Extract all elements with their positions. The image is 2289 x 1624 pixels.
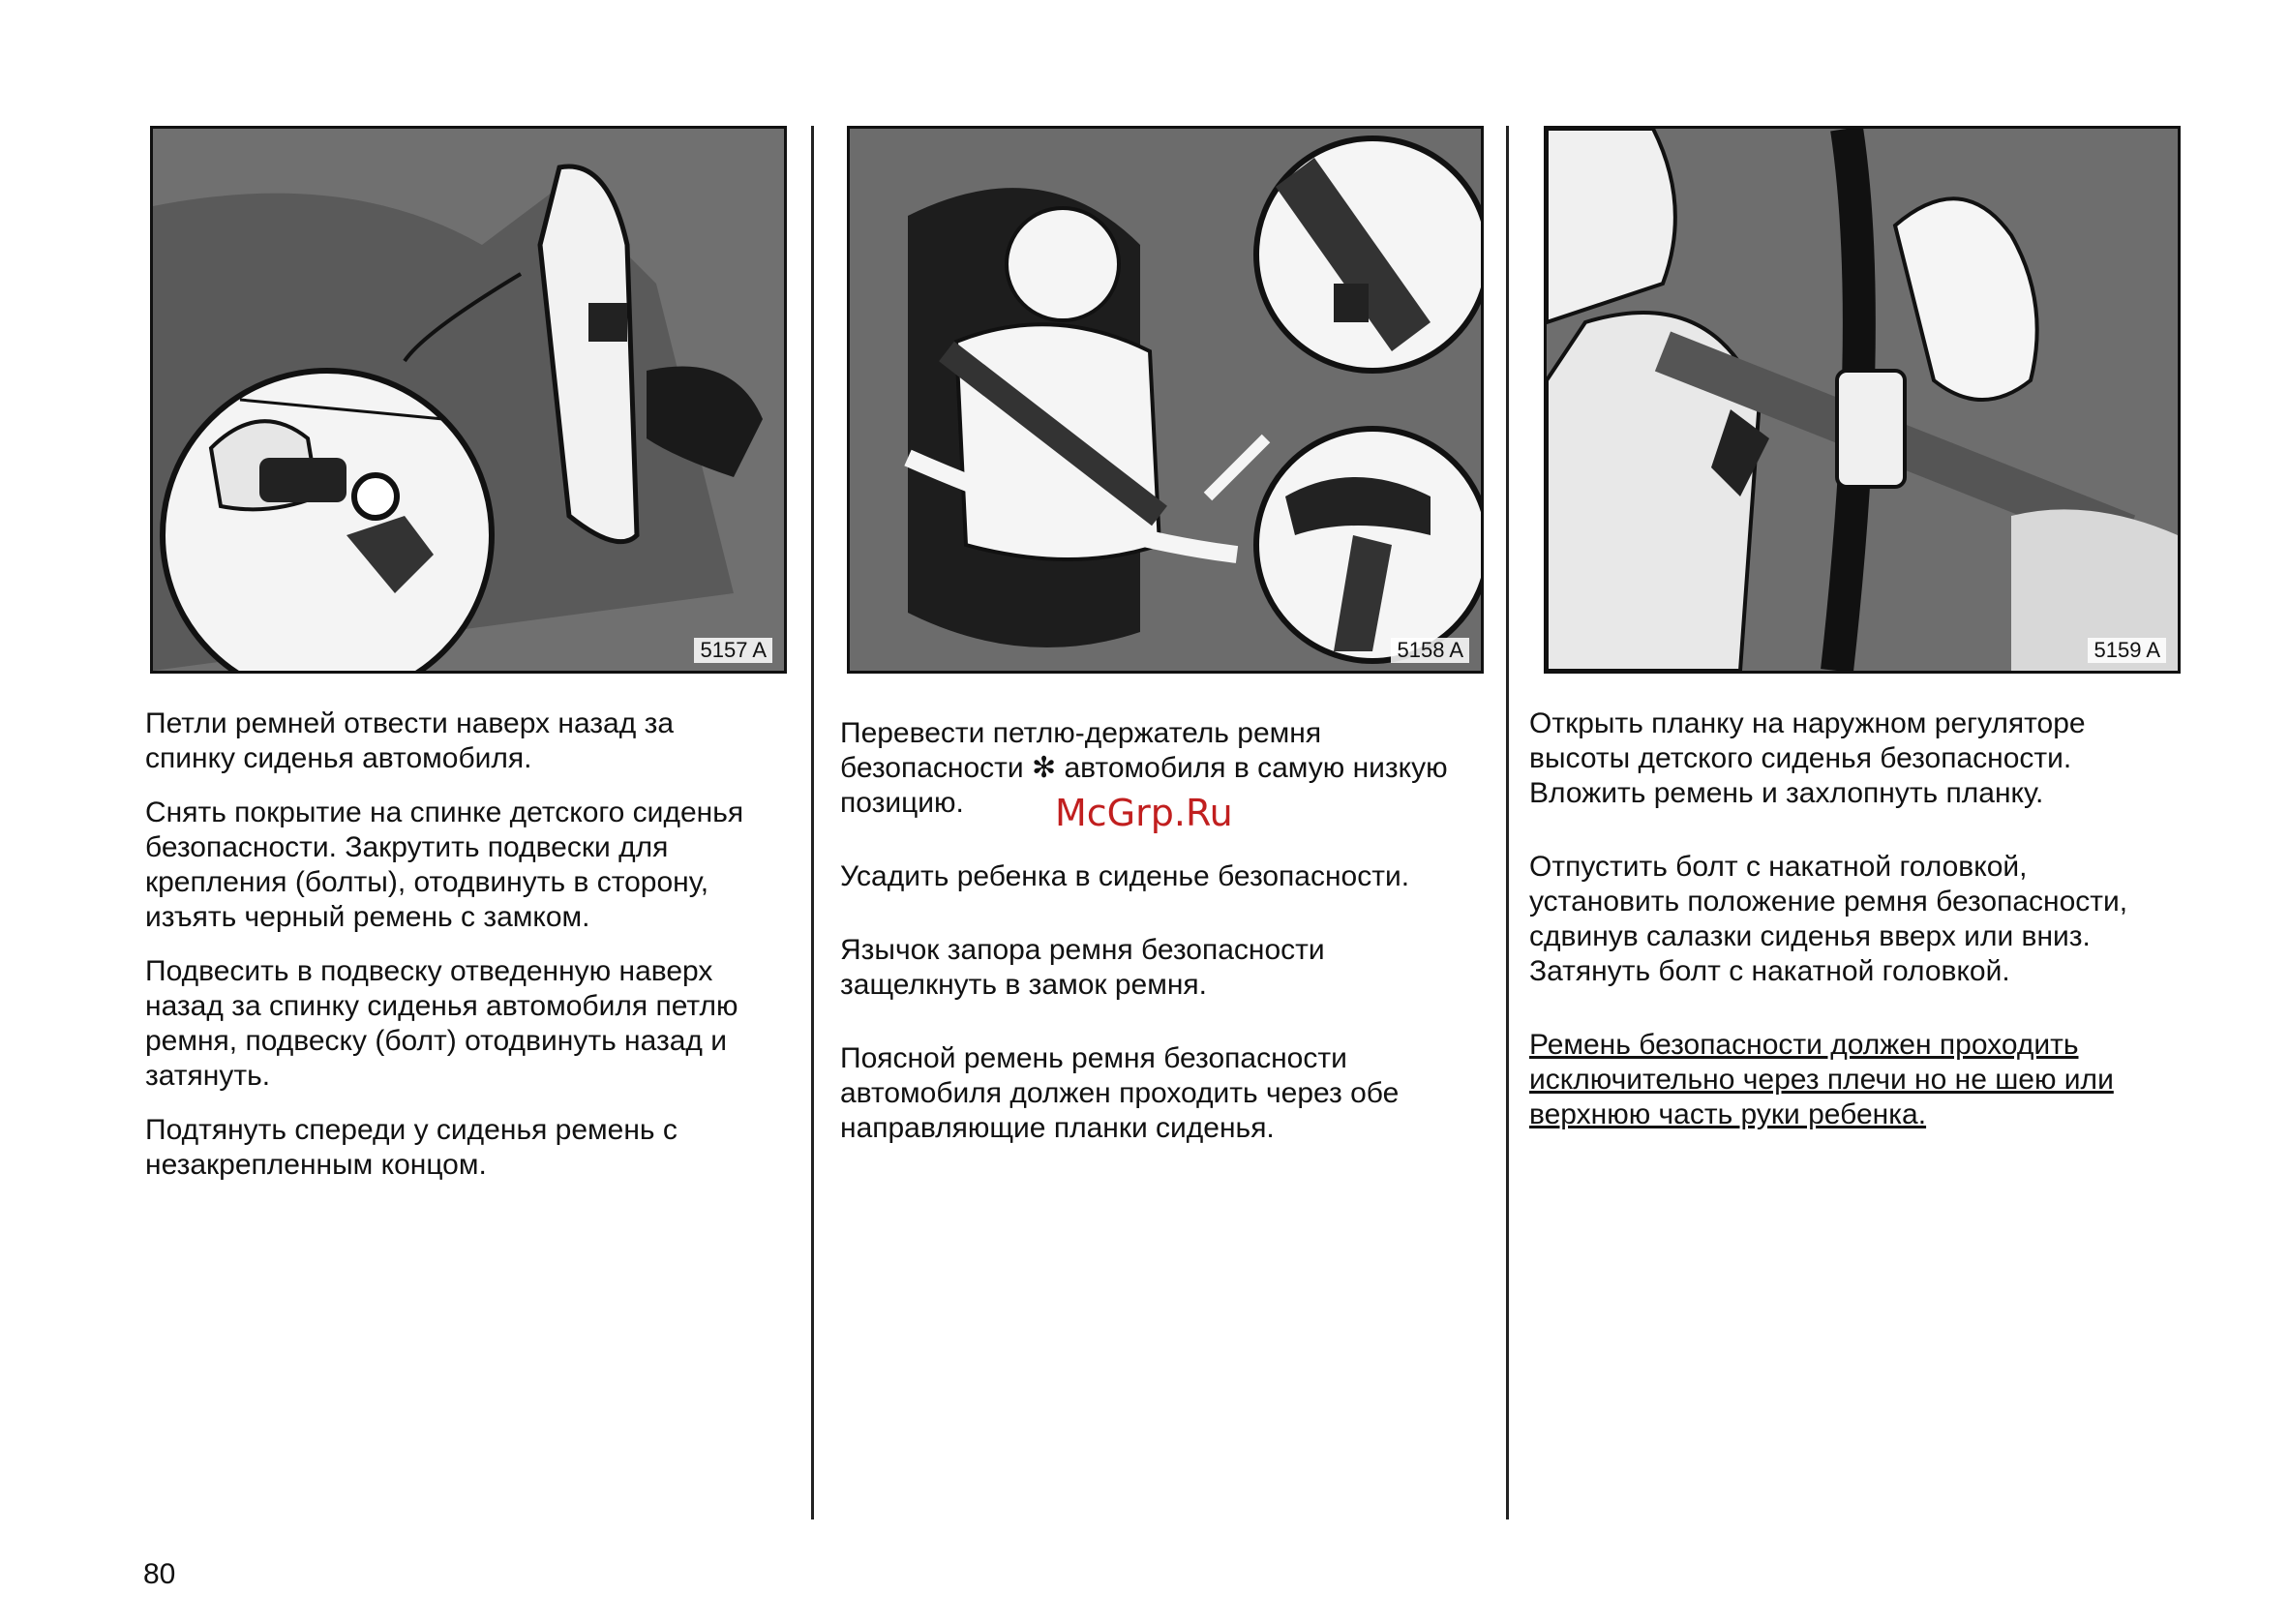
paragraph: Отпустить болт с накатной головкой, установить положение ремня безопасности, сдвинув салазки сиденья вверх или вниз. Затянуть болт с накатной головкой.	[1529, 851, 2128, 987]
column-divider-left	[811, 126, 814, 1519]
paragraph: Открыть планку на наружном регуляторе высоты детского сиденья безопасности. Вложить ремень и захлопнуть планку.	[1529, 707, 2086, 809]
paragraph: Поясной ремень ремня безопасности автомобиля должен проходить через обе направляющие планки сиденья.	[840, 1042, 1400, 1144]
paragraph: Перевести петлю-держатель ремня безопасности ✻ автомобиля в самую низкую позицию.	[840, 717, 1448, 819]
figure-code: 5158 A	[1391, 638, 1469, 663]
belt-adjuster-illustration	[1547, 129, 2178, 671]
child-in-seat-illustration	[850, 129, 1481, 671]
figure-code: 5159 A	[2088, 638, 2166, 663]
paragraph: Петли ремней отвести наверх назад за спинку сиденья автомобиля.	[145, 707, 675, 774]
figure-seat-bolt	[150, 126, 787, 674]
figure-code: 5157 A	[694, 638, 772, 663]
paragraph: Подвесить в подвеску отведенную наверх назад за спинку сиденья автомобиля петлю ремня, подвеску (болт) отодвинуть назад и затянуть.	[145, 955, 738, 1092]
column-divider-right	[1506, 126, 1509, 1519]
watermark: McGrp.Ru	[1055, 792, 1233, 834]
column-2-text	[840, 716, 1479, 1165]
paragraph: Подтянуть спереди у сиденья ремень с незакрепленным концом.	[145, 1114, 678, 1181]
paragraph: Усадить ребенка в сиденье безопасности.	[840, 860, 1410, 892]
figure-child-in-seat	[847, 126, 1484, 674]
figure-belt-adjuster	[1544, 126, 2181, 674]
warning-note: Ремень безопасности должен проходить исключительно через плечи но не шею или верхнюю часть руки ребенка.	[1529, 1029, 2114, 1130]
column-1-text	[145, 707, 765, 1202]
paragraph: Снять покрытие на спинке детского сиденья безопасности. Закрутить подвески для крепления (болты), отодвинуть в сторону, изъять черный ремень с замком.	[145, 797, 744, 933]
column-3-text	[1529, 707, 2158, 1152]
paragraph: Язычок запора ремня безопасности защелкнуть в замок ремня.	[840, 934, 1325, 1001]
page-number: 80	[143, 1558, 176, 1590]
seat-bolt-illustration	[153, 129, 784, 671]
